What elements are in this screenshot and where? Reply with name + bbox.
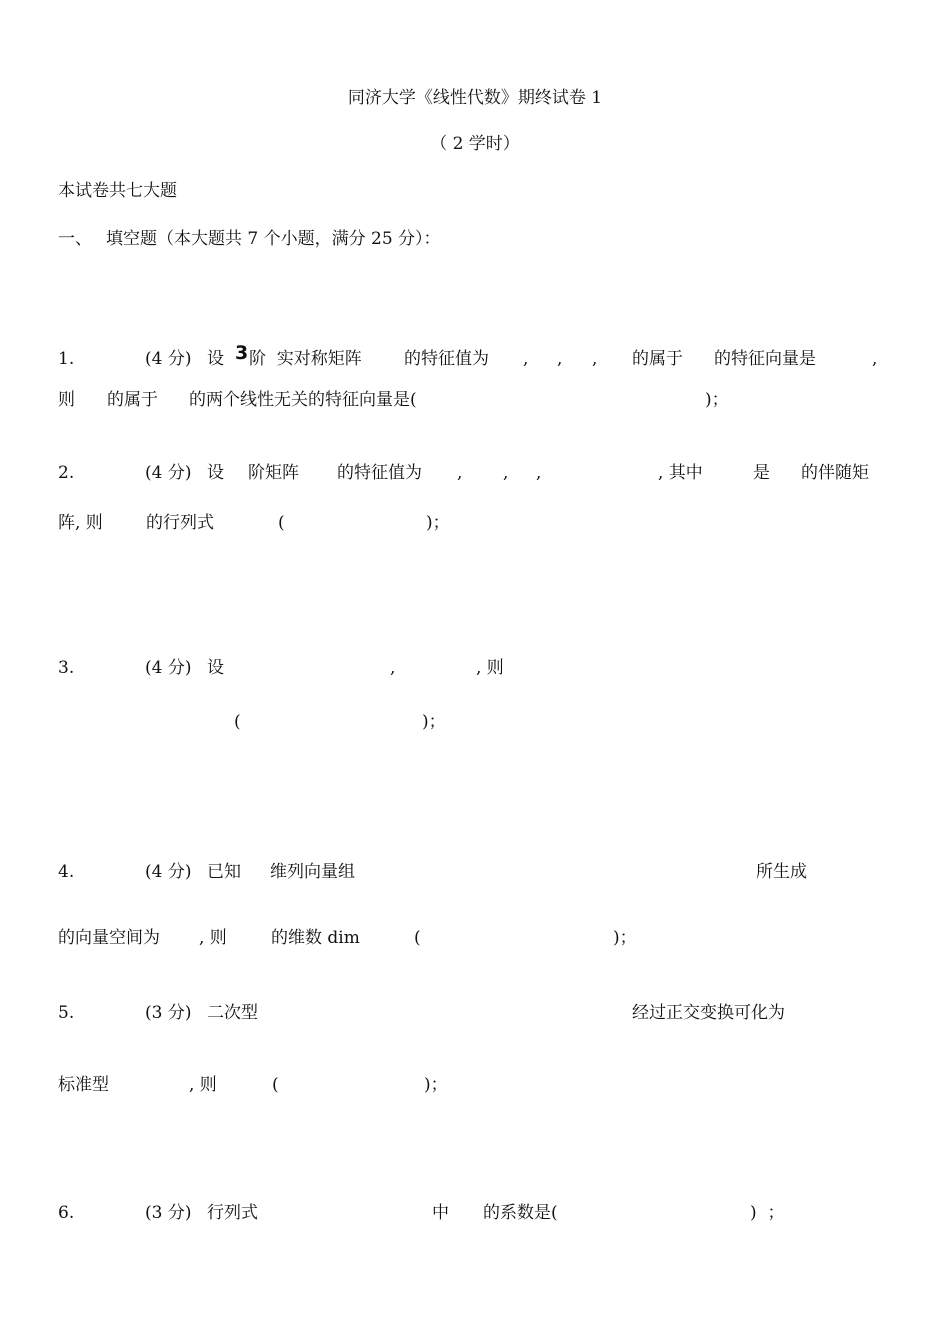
question-score: (4 分)	[145, 658, 192, 678]
question-text: 的特征值为	[404, 349, 489, 369]
question-text: 阶矩阵	[248, 463, 299, 483]
separator: ,	[557, 349, 563, 369]
answer-blank-start: (	[278, 513, 285, 533]
question-number: 2.	[58, 463, 75, 483]
question-text: 阵, 则	[58, 513, 103, 533]
question-text: 的向量空间为	[58, 928, 160, 948]
question-number: 3.	[58, 658, 75, 678]
separator: ,	[872, 349, 878, 369]
question-text: 的行列式	[146, 513, 214, 533]
question-score: (3 分)	[145, 1003, 192, 1023]
question-text: 中	[432, 1203, 449, 1223]
question-score: (4 分)	[145, 349, 192, 369]
question-text: 经过正交变换可化为	[632, 1003, 785, 1023]
question-text: 阶 实对称矩阵	[249, 349, 362, 369]
question-text: 二次型	[207, 1003, 258, 1023]
question-text: 是	[753, 463, 770, 483]
answer-blank-start: (	[272, 1075, 279, 1095]
page-subtitle: （ 2 学时）	[430, 134, 520, 154]
separator: ,	[503, 463, 509, 483]
answer-blank-end: )；	[422, 712, 446, 732]
question-text: 的两个线性无关的特征向量是(	[189, 390, 417, 410]
question-number: 1.	[58, 349, 75, 369]
question-text: 的系数是(	[483, 1203, 558, 1223]
question-score: (4 分)	[145, 862, 192, 882]
question-text: 标准型	[58, 1075, 109, 1095]
question-score: (3 分)	[145, 1203, 192, 1223]
number-three: 3	[235, 342, 249, 364]
question-text: 的特征向量是	[714, 349, 816, 369]
question-text: , 则	[189, 1075, 217, 1095]
separator: ,	[457, 463, 463, 483]
question-text: 维列向量组	[270, 862, 355, 882]
page-title: 同济大学《线性代数》期终试卷 1	[347, 88, 603, 108]
question-text: 行列式	[207, 1203, 258, 1223]
question-text: 设	[207, 463, 224, 483]
question-text: 的属于	[107, 390, 158, 410]
intro-text: 本试卷共七大题	[58, 181, 177, 201]
answer-blank-end: )；	[424, 1075, 448, 1095]
question-text: , 则	[476, 658, 504, 678]
answer-blank-end: )；	[705, 390, 729, 410]
question-text: 所生成	[756, 862, 807, 882]
answer-blank-start: (	[414, 928, 421, 948]
question-number: 5.	[58, 1003, 75, 1023]
answer-blank-end: )；	[426, 513, 450, 533]
separator: ,	[390, 658, 396, 678]
question-text: 设	[207, 349, 224, 369]
separator: ,	[523, 349, 529, 369]
answer-blank-start: (	[234, 712, 241, 732]
question-number: 4.	[58, 862, 75, 882]
separator: ,	[536, 463, 542, 483]
question-score: (4 分)	[145, 463, 192, 483]
question-text: , 则	[199, 928, 227, 948]
question-text: 的伴随矩	[801, 463, 869, 483]
section-title: 填空题（本大题共 7 个小题，满分 25 分）：	[106, 229, 441, 249]
separator: ,	[592, 349, 598, 369]
question-number: 6.	[58, 1203, 75, 1223]
question-text: 的特征值为	[337, 463, 422, 483]
answer-blank-end: ) ；	[750, 1203, 785, 1223]
section-number: 一、	[58, 229, 92, 249]
answer-blank-end: )；	[613, 928, 637, 948]
question-text: 设	[207, 658, 224, 678]
question-text: 的属于	[632, 349, 683, 369]
question-text: , 其中	[658, 463, 703, 483]
question-text: 已知	[207, 862, 241, 882]
question-text: 则	[58, 390, 75, 410]
question-text: 的维数 dim	[271, 928, 360, 948]
